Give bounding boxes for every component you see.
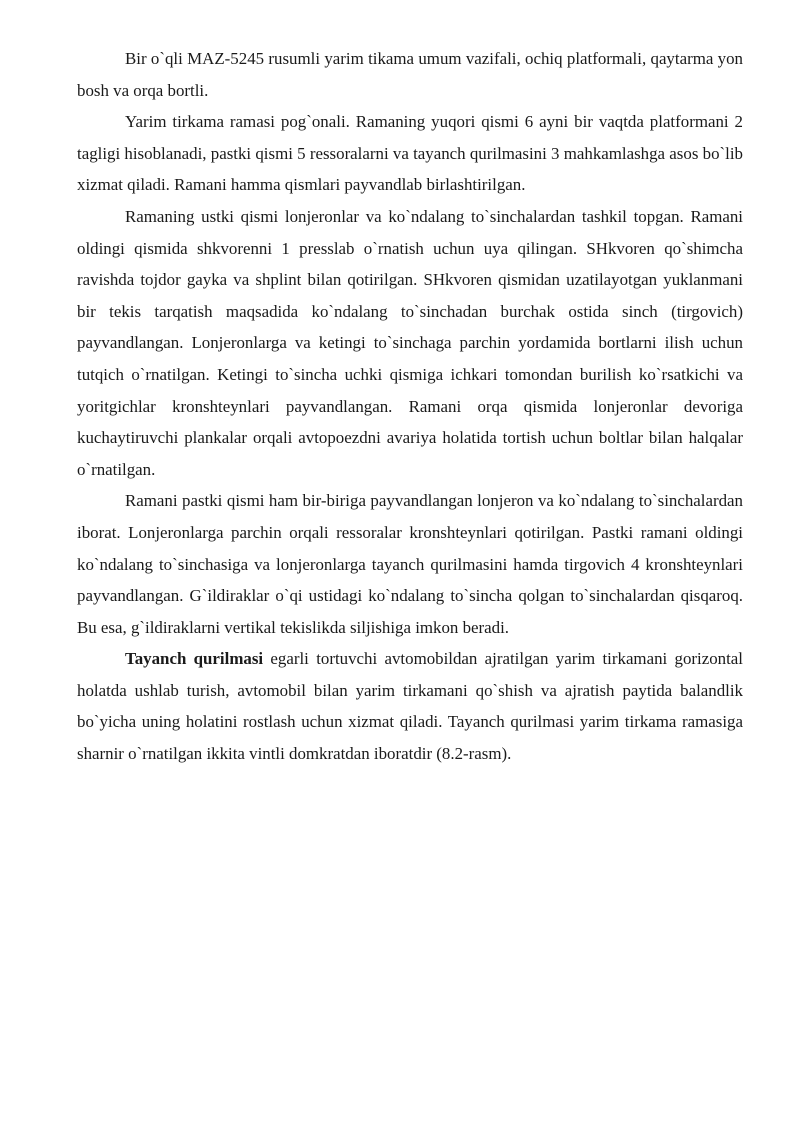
paragraph-3-text: Ramaning ustki qismi lonjeronlar va ko`ndalang to`sinchalardan tashkil topgan. Ramani oldingi qismida shkvorenni 1 presslab o`rnatish uchun uya qilingan. SHkvoren qo`shimcha ravishda tojdor gayka va shplint bilan qotirilgan. SHkvoren qismidan uzatilayotgan yuklanmani bir tekis tarqatish maqsadida ko`ndalang to`sinchadan burchak ostida sinch (tirgovich) payvandlangan. Lonjeronlarga va ketingi to`sinchaga parchin yordamida bortlarni ilish uchun tutqich o`rnatilgan. Ketingi to`sincha uchki qismiga ichkari tomondan burilish ko`rsatkichi va yoritgichlar kronshteynlari payvandlangan. Ramani orqa qismida lonjeronlar devoriga kuchaytiruvchi plankalar orqali avtopoezdni avariya holatida tortish uchun boltlar bilan halqalar o`rnatilgan. [77,206,743,479]
paragraph-1 [77,43,743,106]
paragraph-5-term: Tayanch qurilmasi [125,649,264,669]
paragraph-4-text: Ramani pastki qismi ham bir-biriga payvandlangan lonjeron va ko`ndalang to`sinchalardan iborat. Lonjeronlarga parchin orqali ressoralar kronshteynlari qotirilgan. Pastki ramani oldingi ko`ndalang to`sinchasiga va lonjeronlarga tayanch qurilmasini hamda tirgovich 4 kronshteynlari payvandlangan. G`ildiraklar o`qi ustidagi ko`ndalang to`sincha qolgan to`sinchalardan qisqaroq. Bu esa, g`ildiraklarni vertikal tekislikda siljishiga imkon beradi. [77,491,743,637]
paragraph-2 [77,106,743,201]
paragraph-2-text: Yarim tirkama ramasi pog`onali. Ramaning yuqori qismi 6 ayni bir vaqtda platformani 2 tagligi hisoblanadi, pastki qismi 5 ressoralarni va tayanch qurilmasini 3 mahkamlashga asos bo`lib xizmat qiladi. Ramani hamma qismlari payvandlab birlashtirilgan. [77,112,743,195]
paragraph-5 [77,643,743,769]
paragraph-4 [77,485,743,643]
paragraph-3 [77,201,743,485]
paragraph-5-text: egarli tortuvchi avtomobildan ajratilgan yarim tirkamani gorizontal holatda ushlab turish, avtomobil bilan yarim tirkamani qo`shish va ajratish paytida balandlik bo`yicha uning holatini rostlash uchun xizmat qiladi. Tayanch qurilmasi yarim tirkama ramasiga sharnir o`rnatilgan ikkita vintli domkratdan iboratdir (8.2-rasm). [77,649,744,764]
paragraph-1-text: Bir o`qli MAZ-5245 rusumli yarim tikama umum vazifali, ochiq platformali, qaytarma yon bosh va orqa bortli. [77,49,743,100]
